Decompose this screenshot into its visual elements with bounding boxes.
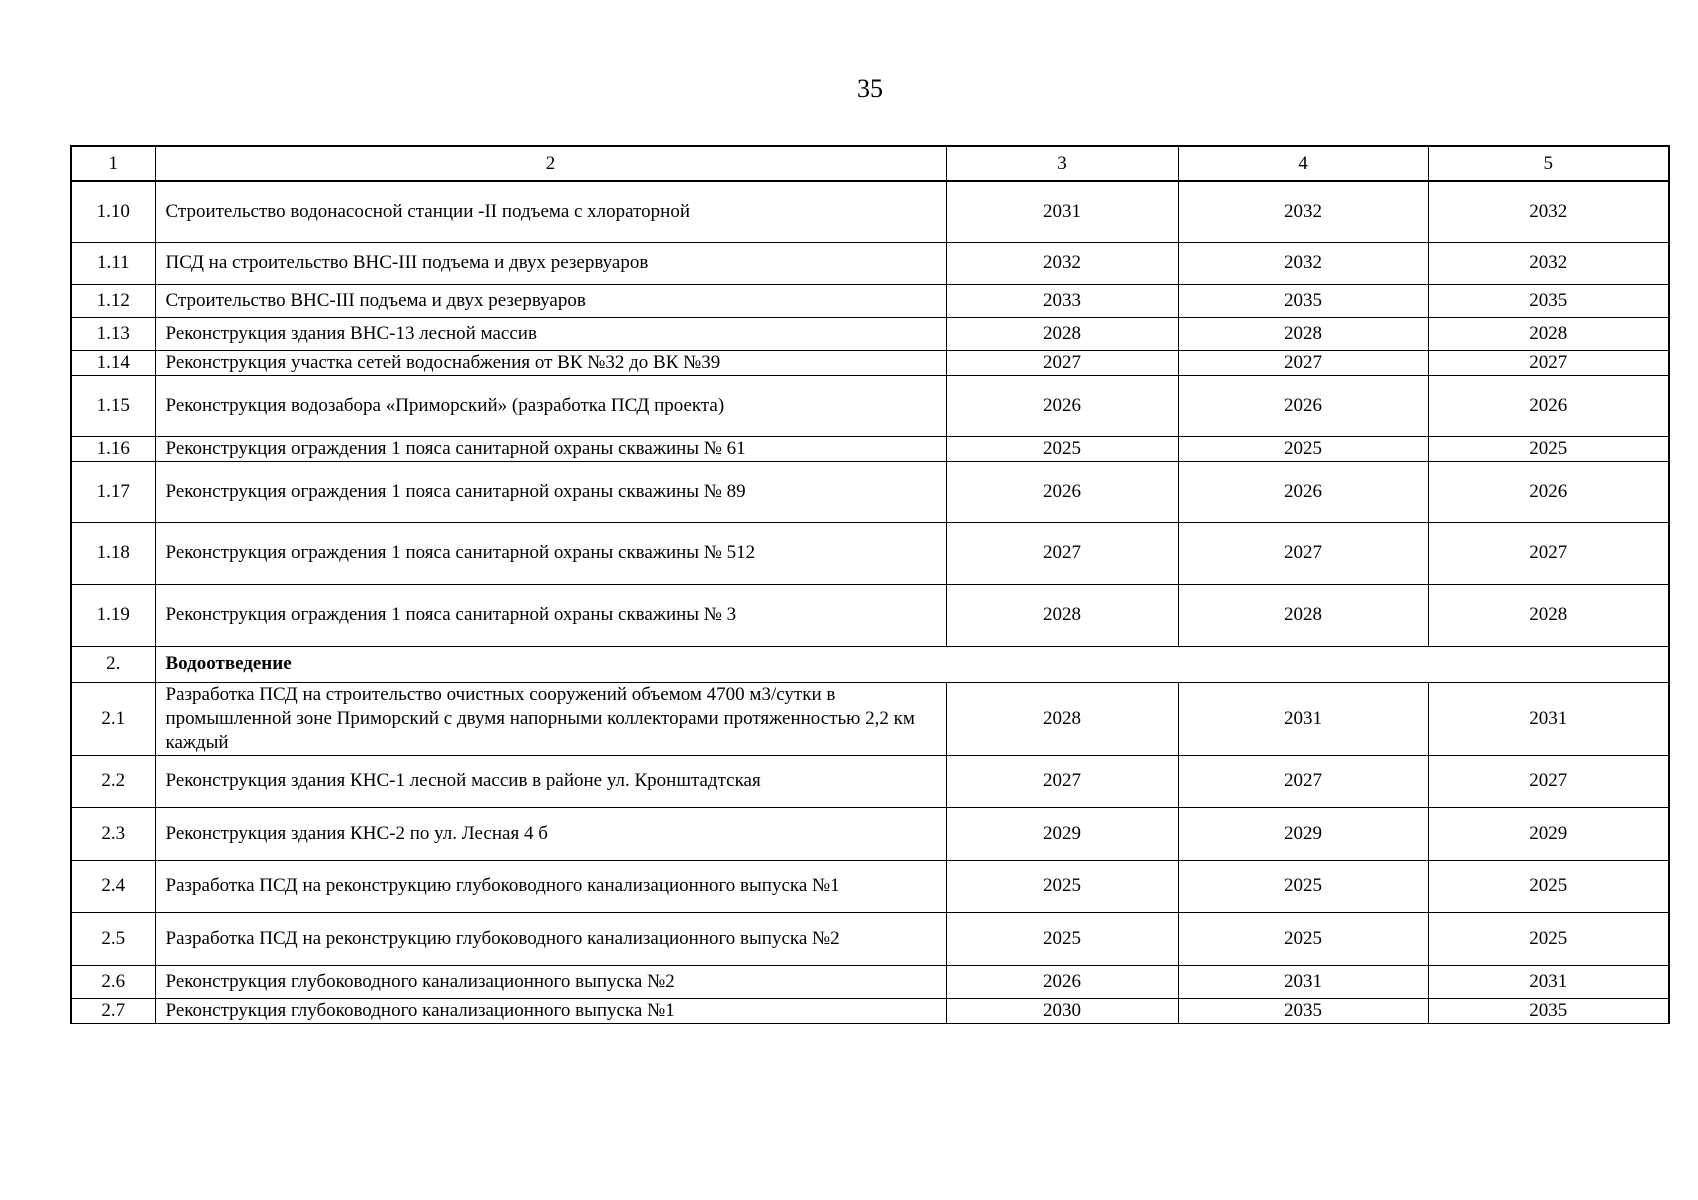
row-col4: 2028 [1178, 317, 1428, 350]
row-col5: 2025 [1428, 860, 1669, 912]
row-col5: 2027 [1428, 522, 1669, 584]
table-row [71, 807, 1669, 860]
row-number: 2.4 [71, 860, 155, 912]
table-row [71, 584, 1669, 646]
row-number: 1.15 [71, 375, 155, 436]
row-col3: 2027 [946, 755, 1178, 807]
table-row [71, 242, 1669, 284]
row-number: 1.12 [71, 284, 155, 317]
row-col5: 2031 [1428, 965, 1669, 998]
row-description: Реконструкция здания КНС-2 по ул. Лесная 4 б [155, 807, 946, 860]
row-col5: 2028 [1428, 317, 1669, 350]
table-header-row [71, 146, 1669, 181]
section-row [71, 646, 1669, 682]
row-col3: 2025 [946, 912, 1178, 965]
row-number: 2.6 [71, 965, 155, 998]
header-cell: 5 [1428, 146, 1669, 181]
table-row [71, 998, 1669, 1023]
header-cell: 4 [1178, 146, 1428, 181]
row-col5: 2035 [1428, 284, 1669, 317]
table-row [71, 350, 1669, 375]
row-col3: 2026 [946, 375, 1178, 436]
row-col4: 2027 [1178, 755, 1428, 807]
row-col4: 2025 [1178, 912, 1428, 965]
row-col3: 2027 [946, 350, 1178, 375]
table-row [71, 461, 1669, 522]
row-col3: 2025 [946, 860, 1178, 912]
row-col5: 2027 [1428, 350, 1669, 375]
row-number: 1.14 [71, 350, 155, 375]
row-description: Реконструкция ограждения 1 пояса санитарной охраны скважины № 512 [155, 522, 946, 584]
row-col5: 2032 [1428, 242, 1669, 284]
row-col5: 2026 [1428, 375, 1669, 436]
row-col4: 2027 [1178, 522, 1428, 584]
section-number: 2. [71, 646, 155, 682]
header-cell: 1 [71, 146, 155, 181]
row-col3: 2030 [946, 998, 1178, 1023]
row-number: 1.17 [71, 461, 155, 522]
row-col5: 2031 [1428, 682, 1669, 755]
row-col3: 2026 [946, 965, 1178, 998]
row-col5: 2025 [1428, 436, 1669, 461]
row-col4: 2029 [1178, 807, 1428, 860]
row-description: Реконструкция здания КНС-1 лесной массив в районе ул. Кронштадтская [155, 755, 946, 807]
row-col5: 2028 [1428, 584, 1669, 646]
row-description: Реконструкция водозабора «Приморский» (разработка ПСД проекта) [155, 375, 946, 436]
row-col4: 2032 [1178, 181, 1428, 242]
row-number: 1.18 [71, 522, 155, 584]
row-col3: 2032 [946, 242, 1178, 284]
row-description: Реконструкция ограждения 1 пояса санитарной охраны скважины № 61 [155, 436, 946, 461]
row-description: Реконструкция участка сетей водоснабжения от ВК №32 до ВК №39 [155, 350, 946, 375]
page-number: 35 [857, 74, 883, 103]
row-col4: 2031 [1178, 682, 1428, 755]
row-description: Строительство ВНС-III подъема и двух резервуаров [155, 284, 946, 317]
row-description: Реконструкция ограждения 1 пояса санитарной охраны скважины № 89 [155, 461, 946, 522]
row-number: 1.11 [71, 242, 155, 284]
table-row [71, 317, 1669, 350]
row-col5: 2026 [1428, 461, 1669, 522]
row-number: 2.7 [71, 998, 155, 1023]
row-col5: 2035 [1428, 998, 1669, 1023]
section-title: Водоотведение [155, 646, 1669, 682]
row-description: Строительство водонасосной станции -II подъема с хлораторной [155, 181, 946, 242]
row-col5: 2029 [1428, 807, 1669, 860]
row-col4: 2028 [1178, 584, 1428, 646]
table-row [71, 912, 1669, 965]
row-col4: 2035 [1178, 284, 1428, 317]
row-description: Реконструкция здания ВНС-13 лесной массив [155, 317, 946, 350]
row-number: 2.2 [71, 755, 155, 807]
row-col3: 2029 [946, 807, 1178, 860]
row-number: 2.5 [71, 912, 155, 965]
row-description: ПСД на строительство ВНС-III подъема и двух резервуаров [155, 242, 946, 284]
row-col3: 2033 [946, 284, 1178, 317]
row-col3: 2025 [946, 436, 1178, 461]
row-description: Реконструкция глубоководного канализационного выпуска №2 [155, 965, 946, 998]
row-number: 2.1 [71, 682, 155, 755]
row-number: 1.13 [71, 317, 155, 350]
row-number: 1.10 [71, 181, 155, 242]
row-col4: 2031 [1178, 965, 1428, 998]
header-cell: 3 [946, 146, 1178, 181]
row-col4: 2026 [1178, 461, 1428, 522]
table-row [71, 682, 1669, 755]
row-col5: 2025 [1428, 912, 1669, 965]
row-col5: 2032 [1428, 181, 1669, 242]
row-description: Разработка ПСД на реконструкцию глубоководного канализационного выпуска №1 [155, 860, 946, 912]
row-col4: 2025 [1178, 860, 1428, 912]
row-col4: 2035 [1178, 998, 1428, 1023]
row-description: Разработка ПСД на реконструкцию глубоководного канализационного выпуска №2 [155, 912, 946, 965]
row-description: Реконструкция ограждения 1 пояса санитарной охраны скважины № 3 [155, 584, 946, 646]
table-row [71, 375, 1669, 436]
row-col3: 2028 [946, 317, 1178, 350]
row-col4: 2025 [1178, 436, 1428, 461]
table-row [71, 284, 1669, 317]
row-number: 1.19 [71, 584, 155, 646]
header-cell: 2 [155, 146, 946, 181]
row-description: Реконструкция глубоководного канализационного выпуска №1 [155, 998, 946, 1023]
row-col3: 2027 [946, 522, 1178, 584]
row-col3: 2031 [946, 181, 1178, 242]
row-number: 1.16 [71, 436, 155, 461]
row-col3: 2026 [946, 461, 1178, 522]
row-col4: 2032 [1178, 242, 1428, 284]
table-row [71, 965, 1669, 998]
table-row [71, 522, 1669, 584]
row-col4: 2026 [1178, 375, 1428, 436]
row-col5: 2027 [1428, 755, 1669, 807]
row-number: 2.3 [71, 807, 155, 860]
measures-table [70, 145, 1670, 1024]
table-row [71, 755, 1669, 807]
row-col3: 2028 [946, 584, 1178, 646]
table-row [71, 436, 1669, 461]
table-row [71, 181, 1669, 242]
row-col3: 2028 [946, 682, 1178, 755]
row-col4: 2027 [1178, 350, 1428, 375]
table-row [71, 860, 1669, 912]
row-description: Разработка ПСД на строительство очистных сооружений объемом 4700 м3/сутки в промышленной зоне Приморский с двумя напорными коллекторами протяженностью 2,2 км каждый [155, 682, 946, 755]
